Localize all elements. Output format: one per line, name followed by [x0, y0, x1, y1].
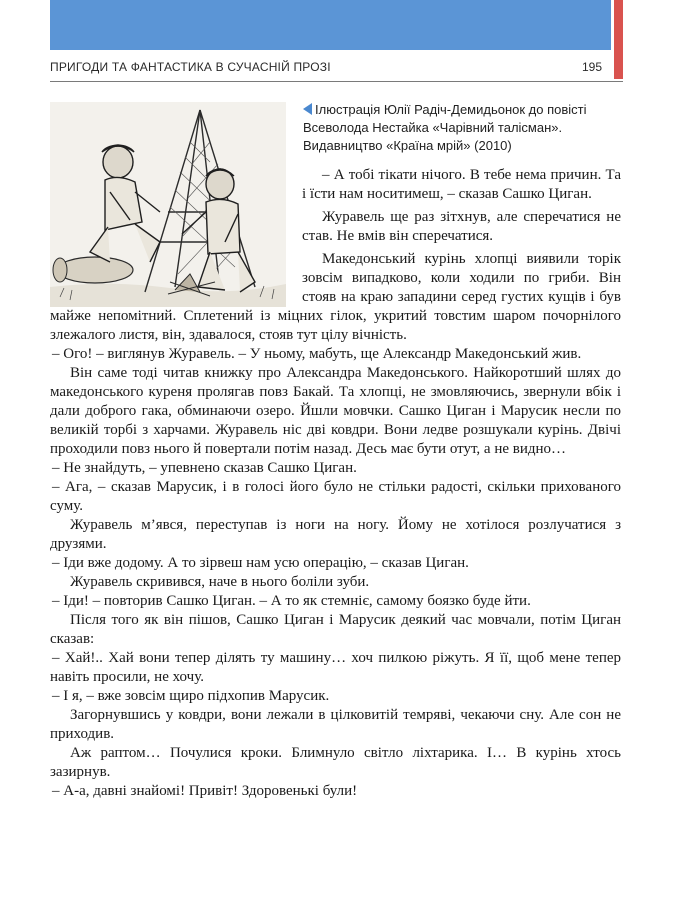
paragraph: Македонський курінь хлопці виявили торік зовсім випадково, коли ходили по гриби. Він стояв на краю западини серед густих кущів і був майже непомітний. Сплетений із міцних гілок, укритий товстим шаром почорнілого злежалого листя, він, здавалося, стояв тут цілу вічність.: [50, 251, 621, 343]
paragraph: – А-а, давні знайомі! Привіт! Здоровенькі були!: [52, 783, 358, 799]
header-rule: [50, 81, 623, 82]
paragraph: Журавель скривився, наче в нього боліли зуби.: [70, 574, 370, 590]
caption-pointer-icon: [303, 103, 312, 115]
paragraph: Після того як він пішов, Сашко Циган і Марусик деякий час мовчали, потім Циган сказав:: [50, 612, 621, 647]
paragraph: – Іди! – повторив Сашко Циган. – А то як стемніє, самому боязко буде йти.: [52, 593, 531, 609]
paragraph: – І я, – вже зовсім щиро підхопив Марусик.: [52, 688, 330, 704]
paragraph: Загорнувшись у ковдри, вони лежали в цілковитій темряві, чекаючи сну. Але сон не приходив.: [50, 707, 621, 742]
paragraph: Журавель м’явся, переступав із ноги на ногу. Йому не хотілося розлучатися з друзями.: [50, 517, 621, 552]
paragraph: Журавель ще раз зітхнув, але сперечатися не став. Не вмів він сперечатися.: [302, 209, 621, 244]
paragraph: – Хай!.. Хай вони тепер ділять ту машину… хоч пилкою ріжуть. Я її, щоб мене тепер навіть просили, не хочу.: [50, 650, 621, 685]
paragraph: Він саме тоді читав книжку про Александра Македонського. Найкоротший шлях до македонського куреня пролягав повз Бакай. Та хлопці, не змовляючись, звернули вбік і дали доброго гака, обминаючи озеро. Йшли мовчки. Сашко Циган і Марусик несли по великій торбі з харчами. Журавель ніс дві ковдри. Вони ледве розшукали курінь. Двічі проходили повз нього й повертали потім назад. Десь має бути отут, а не видно…: [50, 365, 621, 457]
header-color-band: [50, 0, 611, 50]
paragraph: Аж раптом… Почулися кроки. Блимнуло світло ліхтарика. І… В курінь хтось зазирнув.: [50, 745, 621, 780]
page-number: 195: [582, 60, 603, 74]
paragraph: – Іди вже додому. А то зірвеш нам усю операцію, – сказав Циган.: [52, 555, 469, 571]
paragraph: – А тобі тікати нічого. В тебе нема причин. Та і їсти нам носитимеш, – сказав Сашко Циган.: [302, 167, 621, 202]
caption-text: Ілюстрація Юлії Радіч-Демидьонок до повісті Всеволода Нестайка «Чарівний талісман». Видавництво «Країна мрій» (2010): [303, 102, 587, 153]
page-edge-marker: [614, 0, 623, 79]
story-text: [50, 166, 621, 801]
running-head-title: ПРИГОДИ ТА ФАНТАСТИКА В СУЧАСНІЙ ПРОЗІ: [50, 60, 331, 74]
illustration-caption: [303, 101, 613, 155]
illustration-float-spacer: [50, 166, 302, 307]
paragraph: – Ого! – виглянув Журавель. – У ньому, мабуть, ще Александр Македонський жив.: [52, 346, 582, 362]
paragraph: – Не знайдуть, – упевнено сказав Сашко Циган.: [52, 460, 357, 476]
paragraph: – Ага, – сказав Марусик, і в голосі його було не стільки радості, скільки прихованого суму.: [50, 479, 621, 514]
